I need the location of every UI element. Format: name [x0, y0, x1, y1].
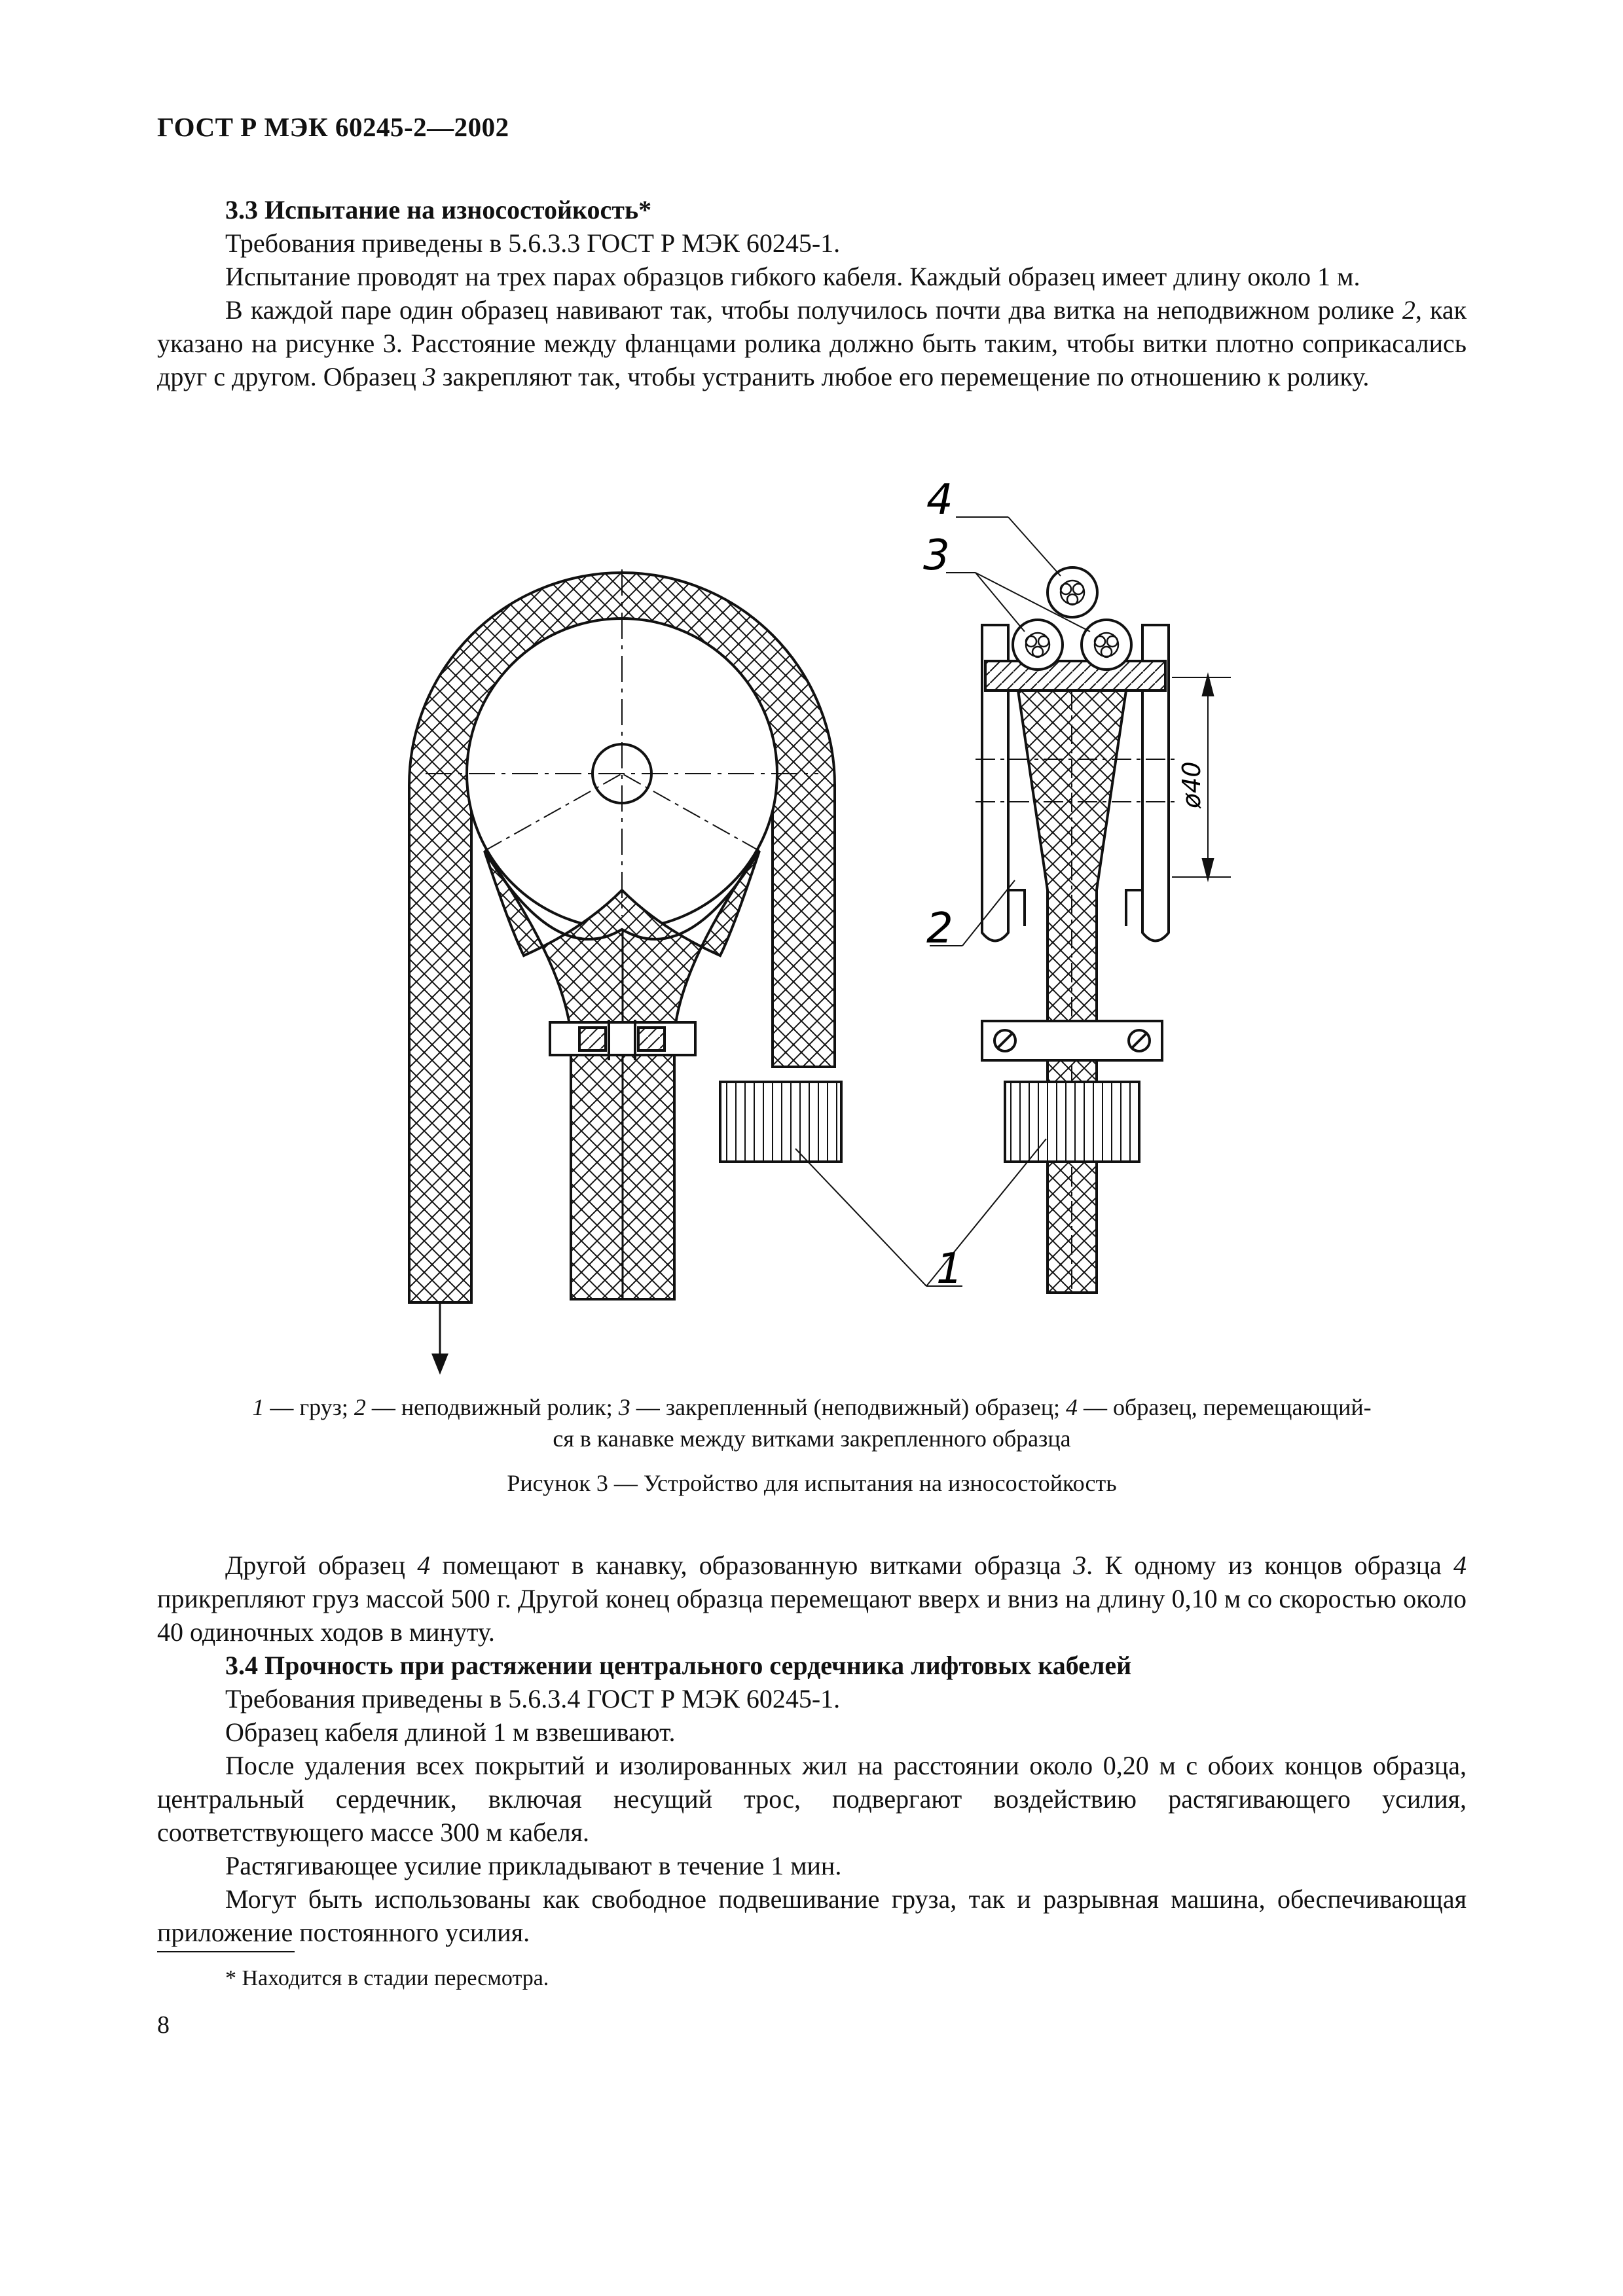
section-3-4 — [157, 1549, 1467, 1949]
figure-label-3: 3 — [923, 531, 950, 580]
section-3-3-heading: 3.3 Испытание на износостойкость* — [225, 195, 652, 224]
paragraph: После удаления всех покрытий и изолированных жил на расстоянии около 0,20 м с обоих концов образца, центральный сердечник, включая несущий трос, подвергают воздействию растягивающего усилия, соответствующего массе 300 м кабеля. — [157, 1751, 1467, 1847]
figure-label-1: 1 — [936, 1245, 963, 1293]
legend-line-1: 1 — груз; 2 — неподвижный ролик; 3 — закрепленный (неподвижный) образец; 4 — образец, перемещающий- — [252, 1394, 1372, 1420]
page-number: 8 — [157, 2011, 170, 2039]
figure-caption: Рисунок 3 — Устройство для испытания на износостойкость — [507, 1470, 1117, 1496]
paragraph: Испытание проводят на трех парах образцов гибкого кабеля. Каждый образец имеет длину около 1 м. — [225, 262, 1360, 291]
figure-label-2: 2 — [926, 905, 953, 953]
figure-label-4: 4 — [926, 476, 953, 524]
paragraph: Образец кабеля длиной 1 м взвешивают. — [225, 1717, 676, 1747]
figure-legend — [151, 1391, 1473, 1454]
footnote-divider — [157, 1951, 295, 1952]
left-view — [409, 569, 841, 1371]
paragraph: Требования приведены в 5.6.3.4 ГОСТ Р МЭК 60245-1. — [225, 1684, 841, 1713]
section-3-4-heading: 3.4 Прочность при растяжении центрального сердечника лифтовых кабелей — [225, 1651, 1132, 1680]
document-header: ГОСТ Р МЭК 60245-2—2002 — [157, 112, 509, 142]
paragraph: Могут быть использованы как свободное подвешивание груза, так и разрывная машина, обеспечивающая приложение постоянного усилия. — [157, 1884, 1467, 1947]
footnote: * Находится в стадии пересмотра. — [225, 1966, 549, 1990]
right-view — [795, 517, 1231, 1293]
paragraph: Другой образец 4 помещают в канавку, образованную витками образца 3. К одному из концов образца 4 прикрепляют груз массой 500 г. Другой конец образца перемещают вверх и вниз на длину 0,10 м со скоростью около 40 одиночных ходов в минуту. — [157, 1551, 1467, 1647]
paragraph: Требования приведены в 5.6.3.3 ГОСТ Р МЭК 60245-1. — [225, 228, 841, 258]
legend-line-2: ся в канавке между витками закрепленного образца — [553, 1426, 1071, 1452]
paragraph: В каждой паре один образец навивают так, чтобы получилось почти два витка на неподвижном ролике 2, как указано на рисунке 3. Расстояние между фланцами ролика должно быть таким, чтобы витки плотно соприкасались друг с другом. Образец 3 закрепляют так, чтобы устранить любое его перемещение по отношению к ролику. — [157, 295, 1467, 391]
paragraph: Растягивающее усилие прикладывают в течение 1 мин. — [225, 1851, 842, 1880]
diameter-dimension-label: ø40 — [1177, 761, 1206, 808]
